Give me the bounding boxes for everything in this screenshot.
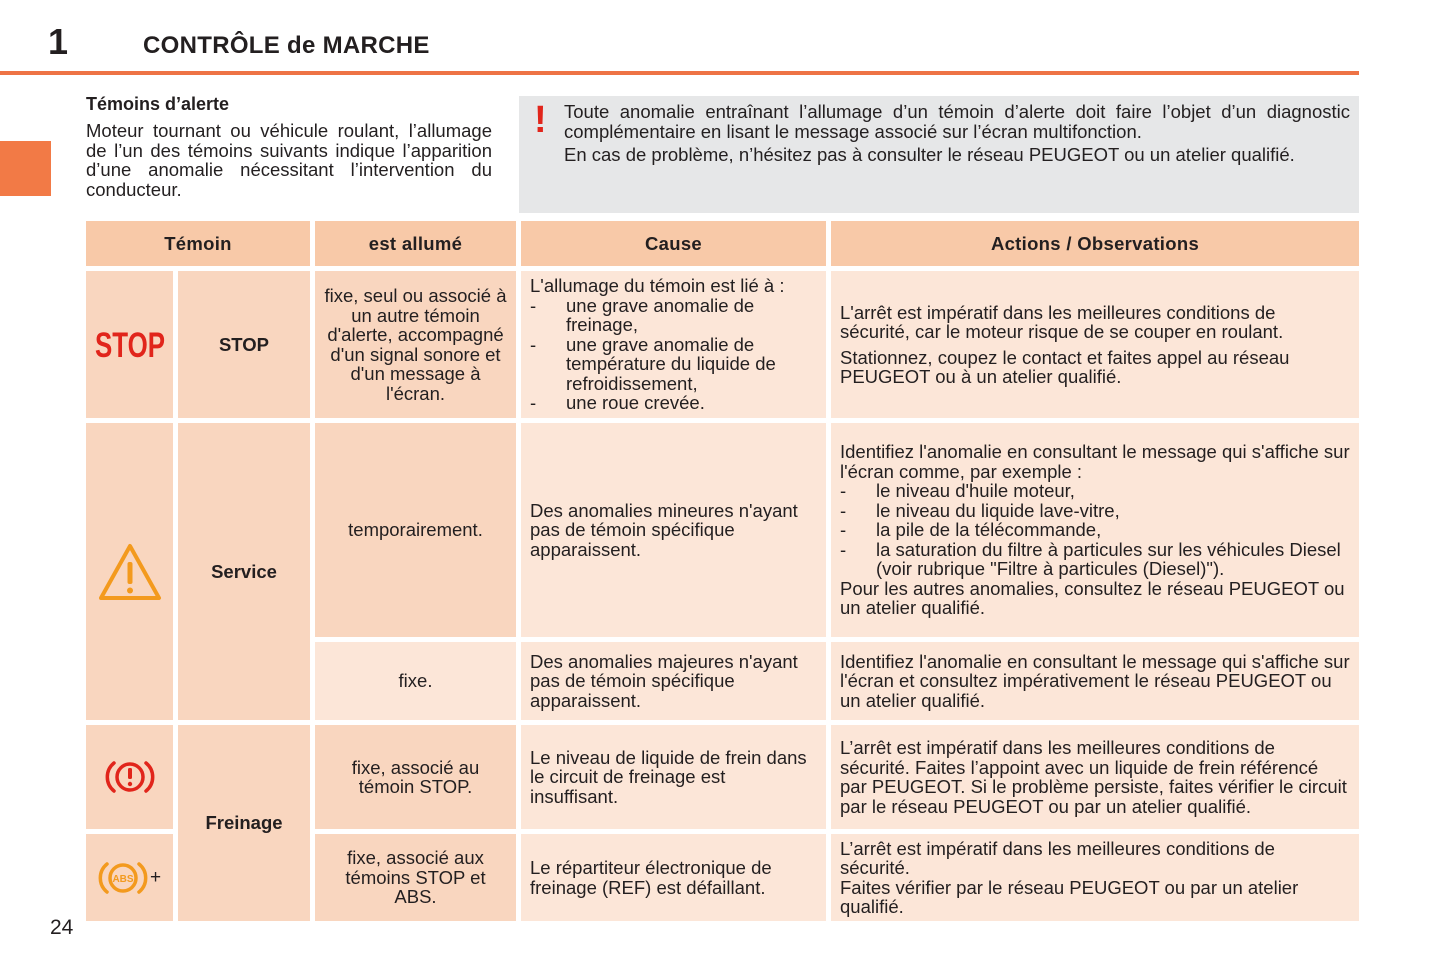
column-header-temoin: Témoin [86, 221, 310, 266]
abs-actions-text: Faites vérifier par le réseau PEUGEOT ou par un atelier qualifié. [840, 876, 1299, 917]
warning-text [564, 102, 1350, 169]
service-actions-minor [831, 423, 1359, 637]
brake-icon-cell [86, 725, 173, 829]
stop-icon-cell [86, 271, 173, 418]
stop-cause-list [530, 296, 817, 413]
stop-lit: fixe, seul ou associé à un autre témoin d'alerte, accompagné d'un signal sonore et d'un message à l'écran. [315, 271, 516, 418]
list-item: - la saturation du filtre à particules sur les véhicules Diesel (voir rubrique "Filtre à particules (Diesel)"). [840, 540, 1350, 579]
stop-actions [831, 271, 1359, 418]
service-actions-major [831, 642, 1359, 720]
list-item: - le niveau d'huile moteur, [840, 481, 1350, 501]
title-divider [0, 71, 1359, 75]
warning-paragraph: Toute anomalie entraînant l’allumage d’un témoin d’alerte doit faire l’objet d’un diagnostic complémentaire en lisant le message associé sur l’écran multifonction. [564, 101, 1350, 142]
abs-actions [831, 834, 1359, 921]
brake-lit: fixe, associé au témoin STOP. [315, 725, 516, 829]
abs-cause [521, 834, 826, 921]
brake-warning-icon [105, 757, 155, 797]
brake-cause [521, 725, 826, 829]
brake-actions [831, 725, 1359, 829]
service-actions-list [840, 481, 1350, 579]
column-separator [173, 725, 178, 921]
abs-warning-icon [98, 858, 148, 898]
intro-title: Témoins d’alerte [86, 94, 230, 114]
plus-sign: + [149, 866, 162, 888]
service-cause-major [521, 642, 826, 720]
list-item: - une roue crevée. [530, 393, 817, 413]
service-actions-outro: Pour les autres anomalies, consultez le réseau PEUGEOT ou un atelier qualifié. [840, 577, 1345, 619]
chapter-number: 1 [48, 21, 69, 62]
intro-text: Moteur tournant ou véhicule roulant, l’allumage de l’un des témoins suivants indique l’apparition d’une anomalie nécessitant l’intervention du conducteur. [86, 120, 492, 200]
stop-cause-intro: L'allumage du témoin est lié à : [530, 275, 785, 297]
service-lit-temporary: temporairement. [315, 423, 516, 637]
list-item: - une grave anomalie de température du liquide de refroidissement, [530, 335, 817, 394]
intro-section [86, 93, 492, 199]
abs-icon-label: ABS [112, 873, 134, 885]
page-number: 24 [50, 916, 74, 939]
brake-cause-text: Le niveau de liquide de frein dans le circuit de freinage est insuffisant. [530, 746, 807, 807]
service-cause-text: Des anomalies mineures n'ayant pas de témoin spécifique apparaissent. [530, 499, 798, 560]
abs-actions-text: L’arrêt est impératif dans les meilleures conditions de sécurité. [840, 837, 1275, 878]
service-cause-major-text: Des anomalies majeures n'ayant pas de témoin spécifique apparaissent. [530, 650, 798, 711]
column-header-actions: Actions / Observations [831, 221, 1359, 266]
service-cause-minor [521, 423, 826, 637]
braking-name: Freinage [205, 812, 283, 834]
service-icon-cell [86, 423, 173, 720]
chapter-side-tab [0, 141, 51, 196]
stop-action-paragraph: L'arrêt est impératif dans les meilleures conditions de sécurité, car le moteur risque de se couper en roulant. [840, 301, 1284, 342]
abs-cause-text: Le répartiteur électronique de freinage (REF) est défaillant. [530, 857, 772, 898]
warning-triangle-icon [97, 542, 163, 602]
warning-box [519, 96, 1359, 213]
brake-actions-text: L’arrêt est impératif dans les meilleures conditions de sécurité. Faites l’appoint avec un liquide de frein référencé par PEUGEOT. Si le problème persiste, faites vérifier le circuit par le réseau PEUGEOT ou par un atelier qualifié. [840, 737, 1347, 817]
service-lit-fixed: fixe. [315, 642, 516, 720]
column-header-est-allume: est allumé [315, 221, 516, 266]
warning-paragraph: En cas de problème, n’hésitez pas à consulter le réseau PEUGEOT ou un atelier qualifié. [564, 144, 1295, 165]
stop-icon [93, 325, 167, 365]
service-actions-intro: Identifiez l'anomalie en consultant le message qui s'affiche sur l'écran comme, par exemple : [840, 441, 1350, 482]
service-actions-major-text: Identifiez l'anomalie en consultant le message qui s'affiche sur l'écran et consultez impérativement le réseau PEUGEOT ou un atelier qualifié. [840, 650, 1350, 711]
list-item: - le niveau du liquide lave-vitre, [840, 501, 1350, 521]
exclamation-icon: ! [534, 99, 547, 141]
stop-cause [521, 271, 826, 418]
abs-icon-cell [86, 834, 173, 921]
stop-action-paragraph: Stationnez, coupez le contact et faites appel au réseau PEUGEOT ou à un atelier qualifié. [840, 346, 1290, 387]
column-header-cause: Cause [521, 221, 826, 266]
abs-lit: fixe, associé aux témoins STOP et ABS. [315, 834, 516, 921]
list-item: - la pile de la télécommande, [840, 520, 1350, 540]
stop-name: STOP [178, 271, 310, 418]
stop-icon-label: STOP [94, 325, 165, 365]
icon-separator [86, 829, 173, 834]
chapter-title: CONTRÔLE de MARCHE [143, 32, 430, 59]
list-item: - une grave anomalie de freinage, [530, 296, 817, 335]
service-name: Service [178, 423, 310, 720]
braking-block [86, 725, 310, 921]
